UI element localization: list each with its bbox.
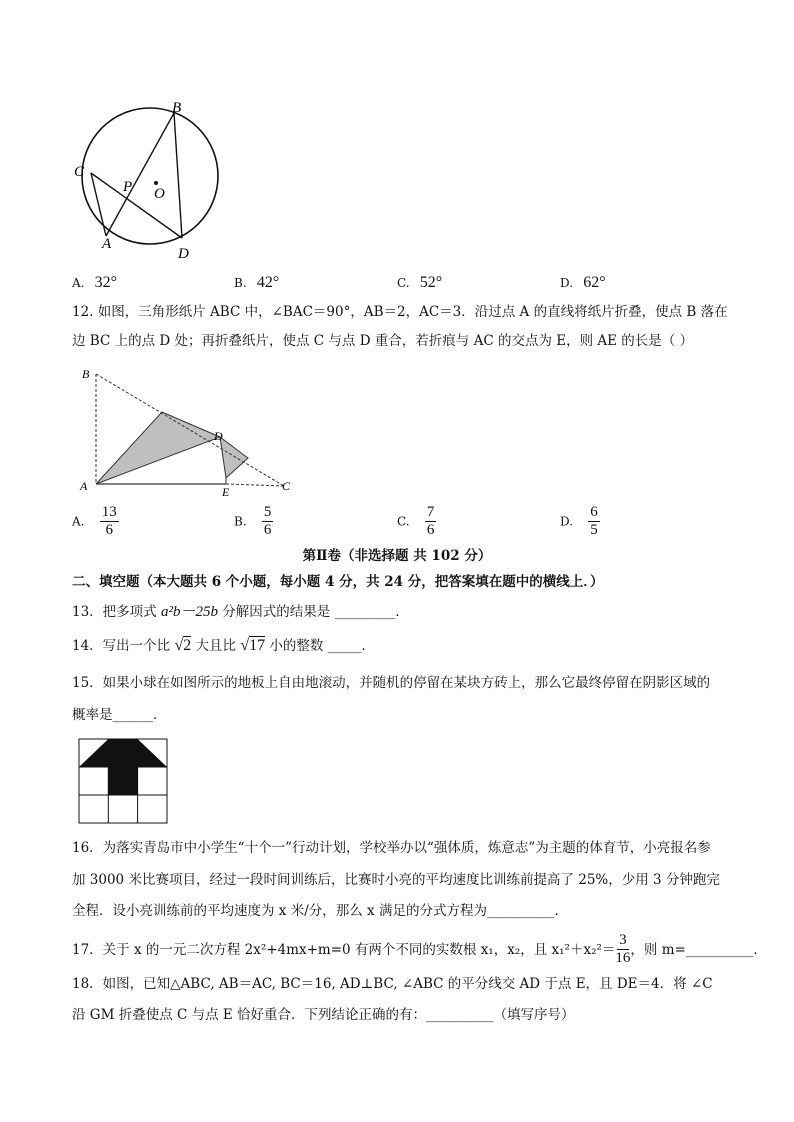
q16-line3: 全程．设小亮训练前的平均速度为 x 米/分，那么 x 满足的分式方程为__________．: [72, 903, 568, 919]
sqrt-2: √2: [174, 637, 192, 654]
q15-line1: 15．如果小球在如图所示的地板上自由地滚动，并随机的停留在某块方砖上，那么它最终停留在阴影区域的: [72, 675, 711, 691]
q12-triangle-figure: [76, 364, 306, 499]
q12-option-b: B. $\frac{5}{6}$: [234, 504, 272, 538]
q11-circle-figure: [70, 96, 220, 266]
q11-option-b: B. 42°: [234, 274, 280, 291]
label-B: B: [172, 100, 182, 116]
q11-option-d: D. 62°: [560, 274, 606, 291]
q17-fraction: $\frac{3}{16}$: [615, 932, 631, 966]
label-C: C: [74, 164, 85, 180]
label-A: A: [102, 236, 112, 252]
q15-tile-floor-figure: [78, 738, 170, 826]
q11-option-a: A. 32°: [72, 274, 118, 291]
q12-option-c: C. $\frac{7}{6}$: [397, 504, 435, 538]
q13: 13．把多项式 a²b－25b 分解因式的结果是 _________．: [72, 604, 409, 620]
q15-line2: 概率是______．: [72, 707, 167, 723]
q11-option-c: C. 52°: [397, 274, 443, 291]
label-O: O: [154, 186, 165, 202]
label-B: B: [82, 367, 90, 381]
q18-line2: 沿 GM 折叠使点 C 与点 E 恰好重合．下列结论正确的有：__________（填写序号）: [72, 1007, 575, 1023]
q16-line2: 加 3000 米比赛项目，经过一段时间训练后，比赛时小亮的平均速度比训练前提高了 25%，少用 3 分钟跑完: [72, 872, 720, 888]
q12-line2: 边 BC 上的点 D 处；再折叠纸片，使点 C 与点 D 重合，若折痕与 AC 的交点为 E，则 AE 的长是（ ）: [72, 333, 694, 349]
q12-line1: 12. 如图，三角形纸片 ABC 中，∠BAC＝90°，AB＝2，AC＝3．沿过点 A 的直线将纸片折叠，使点 B 落在: [72, 304, 728, 320]
q16-line1: 16．为落实青岛市中小学生“十个一”行动计划，学校举办以“强体质，炼意志”为主题的体育节，小亮报名参: [72, 840, 711, 856]
label-C: C: [282, 479, 291, 493]
q17: 17．关于 x 的一元二次方程 2x²+4mx+m=0 有两个不同的实数根 x₁，x₂，且 x₁²＋x₂²＝ $\frac{3}{16}$ ，则 m=__________．: [72, 932, 767, 966]
q18-line1: 18．如图，已知△ABC, AB＝AC, BC＝16, AD⊥BC, ∠ABC 的平分线交 AD 于点 E，且 DE＝4．将 ∠C: [72, 976, 713, 992]
label-D: D: [178, 246, 189, 262]
q13-expression: a²b－25b: [160, 604, 218, 620]
sqrt-17: √17: [240, 637, 266, 654]
section2-title: 二、填空题（本大题共 6 个小题，每小题 4 分，共 24 分，把答案填在题中的横线上．）: [72, 574, 604, 590]
label-D: D: [214, 429, 223, 443]
q14: 14．写出一个比 √2 大且比 √17 小的整数 _____．: [72, 637, 375, 654]
q12-option-d: D. $\frac{6}{5}$: [560, 504, 598, 538]
label-E: E: [222, 485, 230, 499]
label-P: P: [123, 179, 133, 195]
part2-title: 第Ⅱ卷（非选择题 共 102 分）: [302, 548, 492, 564]
label-A: A: [80, 479, 88, 493]
q12-option-a: A. $\frac{13}{6}$: [72, 504, 117, 538]
